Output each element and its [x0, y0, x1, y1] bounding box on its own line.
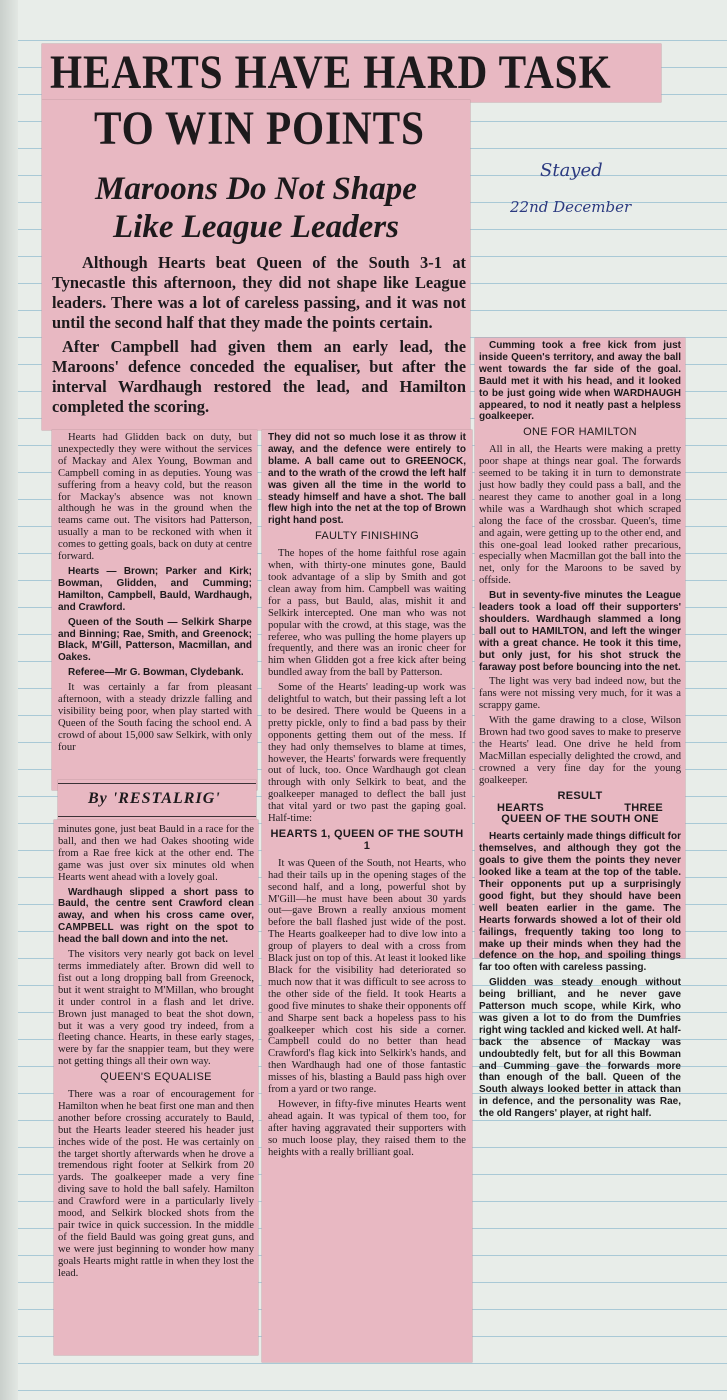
result-away-line: QUEEN OF THE SOUTH ONE: [501, 813, 659, 826]
col3-paragraph-2: All in all, the Hearts were making a pretty poor shape at things near goal. The forwards seemed to be taking it in turn to demonstrate just how badly they could pass a ball, and the nearest they came to another goal in a long while was a Wardhaugh shot which scraped along the face of the crossbar. Queen's, time and again, were getting up to the other end, and this one-goal lead looked rather precarious, especially when Macmillan got the ball into the net, only for the Maroons to be saved by offside.: [479, 444, 681, 587]
column-3-text: [479, 340, 681, 1123]
col2-paragraph-4: It was Queen of the South, not Hearts, who had their tails up in the opening stages of the second half, and a long, powerful shot by M'Gill—he must have been about 30 yards out—gave Brown a really anxious moment before the ball flashed just wide of the post. The Hearts goalkeeper had to dive low into a group of players to deal with a cross from Black just on top of this. At least it looked like Black for the visibility had deteriorated so much now that it was difficult to see across to the other side of the field. It took Hearts a good five minutes to shake their opponents off and Sharpe sent back a hopeless pass to his goalkeeper which cost his side a corner. Campbell could do no better than head Crawford's flag kick into Selkirk's hands, and then Wardhaugh had one of those fantastic misses of his, blasting a Bauld pass high over from a yard or two range.: [268, 857, 466, 1096]
col1-paragraph-6: There was a roar of encouragement for Hamilton when he beat first one man and then another before crossing accurately to Bauld, but the Hearts leader steered his header just inches wide of the post. He was certainly on the target shortly afterwards when he drove a tremendous right footer at Selkirk from 20 yards. The goalkeeper made a very fine diving save to hold the ball safely. Hamilton and Crawford were in a particularly lively mood, and Selkirk blocked shots from the pair twice in quick succession. In the middle of the field Bauld was going great guns, and we were just beginning to wonder how many goals Hearts might rattle in when they lost the lead.: [58, 1089, 254, 1279]
subheadline-line1: Maroons Do Not Shape: [95, 171, 417, 207]
column-2-text: [268, 432, 466, 1161]
headline-line1: HEARTS HAVE HARD TASK: [50, 46, 612, 99]
col2-paragraph-1: They did not so much lose it as throw it away, and the defence were entirely to blame. A ball came out to GREENOCK, and to the wrath of the crowd the left half was given all the time in the world to steady himself and have a shot. The ball flew high into the net at the top of Brown right hand post.: [268, 432, 466, 527]
result-label: RESULT: [557, 789, 603, 802]
col2-paragraph-2: The hopes of the home faithful rose again when, with thirty-one minutes gone, Bauld took advantage of a slip by Smith and got clean away from him. Campbell was waiting for a pass, but Bauld, alas, mishit it and Selkirk intercepted. One man who was not popular with the crowd, at this stage, was the referee, who was pulling the home players up frequently, and there was an ironic cheer for him when Glidden got a free kick after being bundled away from the ball by Patterson.: [268, 548, 466, 679]
handwritten-note-line2: 22nd December: [510, 198, 632, 216]
col2-paragraph-5: However, in fifty-five minutes Hearts went ahead again. It was typical of them too, for after having aggravated their supporters with so much loose play, they raised them to the heights with a really brilliant goal.: [268, 1098, 466, 1158]
subheadline-line2: Like League Leaders: [113, 209, 399, 245]
column-1-bottom-text: [58, 824, 254, 1283]
queens-equalise-subhead: QUEEN'S EQUALISE: [100, 1071, 212, 1084]
lead-paragraph-1: Although Hearts beat Queen of the South 3-1 at Tynecastle this afternoon, they did not shape like League leaders. There was a lot of careless passing, and it was not until the second half that they made the points certain.: [52, 253, 466, 332]
col1-paragraph-2: It was certainly a far from pleasant afternoon, with a steady drizzle falling and visibility being poor, when play started with Queen of the South facing the school end. A crowd of about 15,000 saw Selkirk, with only four: [58, 682, 252, 753]
col1-paragraph-1: Hearts had Glidden back on duty, but unexpectedly they were without the services of Mackay and Alex Young, Bowman and Campbell coming in as deputies. Young was suffering from a heavy cold, but the reason for Mackay's absence was not known although he was in the ground when the teams came out. The visitors had Patterson, usually a man to be reckoned with when it comes to getting goals, back on duty at centre forward.: [58, 432, 252, 563]
col3-paragraph-5: With the game drawing to a close, Wilson Brown had two good saves to make to preserve the Hearts' lead. One drive he held from MacMillan especially delighted the crowd, and crowned a very fine day for the young goalkeeper.: [479, 715, 681, 786]
result-home-team: HEARTS: [497, 801, 545, 814]
binding-spine: [0, 0, 18, 1400]
col3-paragraph-6: Hearts certainly made things difficult for themselves, and although they got the goals to give them the points they never looked like a team at the top of the table. Their opponents put up a surprisingly good fight, but they should have been well beaten earlier in the game. The Hearts forwards showed a lot of their old failings, frequently taking too long to make up their minds when they had the defence on the hop, and spoiling things far too often with careless passing.: [479, 831, 681, 974]
handwritten-note-line1: Stayed: [540, 160, 603, 181]
headline-clipping: [42, 44, 661, 102]
byline-rule-top: [58, 783, 256, 784]
col1-paragraph-5: The visitors very nearly got back on level terms immediately after. Brown did well to fist out a long dropping ball from Greenock, but it went straight to M'Millan, who brought it under control in a flash and let drive. Brown just managed to beat the shot down, but it was a very good try indeed, from a fleeting chance. Hearts, in these early stages, were by far the snappier team, but they were not getting things all their own way.: [58, 949, 254, 1068]
byline-clipping: [58, 780, 256, 820]
col3-paragraph-4: The light was very bad indeed now, but the fans were not missing very much, for it was a scrappy game.: [479, 676, 681, 712]
team-queens: Queen of the South — Selkirk Sharpe and Binning; Rae, Smith, and Greenock; Black, M'Gill, Patterson, Macmillan, and Oakes.: [58, 616, 252, 664]
column-1-bottom: [54, 820, 258, 1355]
col1-paragraph-3: minutes gone, just beat Bauld in a race for the ball, and then we had Oakes shooting wide from a Rae free kick at the other end. The game was just over six minutes old when Hearts went ahead with a lovely goal.: [58, 824, 254, 883]
byline-rule-bottom: [58, 816, 256, 817]
byline: By 'RESTALRIG': [88, 790, 221, 807]
col2-paragraph-3: Some of the Hearts' leading-up work was delightful to watch, but their passing left a lot to be desired. There would be Queens in a pretty pickle, only to find a bad pass by their opponents getting them out of the mess. If they had only themselves to blame at times, however, the Hearts' forwards were frequently out of luck, too. Once Wardhaugh got clean through with only Selkirk to beat, and the goalkeeper managed to deflect the ball just that vital yard or two past the gaping goal. Half-time:: [268, 682, 466, 825]
column-1-top-text: [58, 432, 252, 757]
headline-line2: TO WIN POINTS: [94, 102, 425, 155]
subheadline: [42, 170, 470, 246]
col3-paragraph-3: But in seventy-five minutes the League leaders took a load off their supporters' shoulders. Wardhaugh slammed a long ball out to HAMILTON, and left the winger with a great chance. He took it this time, but only just, for his shot struck the faraway post before bouncing into the net.: [479, 590, 681, 673]
team-hearts: Hearts — Brown; Parker and Kirk; Bowman, Glidden, and Cumming; Hamilton, Campbell, Bauld, Wardhaugh, and Crawford.: [58, 565, 252, 613]
lead-text: [52, 253, 466, 417]
result-home-score: THREE: [624, 801, 663, 814]
col3-paragraph-7: Glidden was steady enough without being brilliant, and he never gave Patterson much scope, while Kirk, who was given a lot to do from the Dumfries right wing tackled and kicked well. At half-back the absence of Mackay was undoubtedly felt, but for all this Bowman and Cumming gave the forwards more than enough of the ball. Queen of the South always looked better in attack than in defence, and the personality was Rae, the old Rangers' player, at right half.: [479, 977, 681, 1120]
col3-paragraph-1: Cumming took a free kick from just inside Queen's territory, and away the ball went towards the far side of the goal. Bauld met it with his head, and it looked to be just going wide when WARDHAUGH appeared, to nod it neatly past a helpless goalkeeper.: [479, 340, 681, 423]
lead-paragraph-2: After Campbell had given them an early lead, the Maroons' defence conceded the equaliser, but after the interval Wardhaugh restored the lead, and Hamilton completed the scoring.: [52, 337, 466, 416]
intro-clipping: [42, 100, 470, 430]
column-3: [475, 338, 685, 1120]
half-time-score: HEARTS 1, QUEEN OF THE SOUTH 1: [270, 828, 464, 852]
faulty-finishing-subhead: FAULTY FINISHING: [314, 530, 420, 543]
column-2: [262, 430, 472, 1362]
col1-paragraph-4: Wardhaugh slipped a short pass to Bauld, the centre sent Crawford clean away, and when his cross came over, CAMPBELL was right on the spot to head the ball down and into the net.: [58, 886, 254, 946]
column-1-top: [52, 430, 257, 790]
one-for-hamilton-subhead: ONE FOR HAMILTON: [523, 426, 637, 439]
referee: Referee—Mr G. Bowman, Clydebank.: [68, 667, 244, 679]
